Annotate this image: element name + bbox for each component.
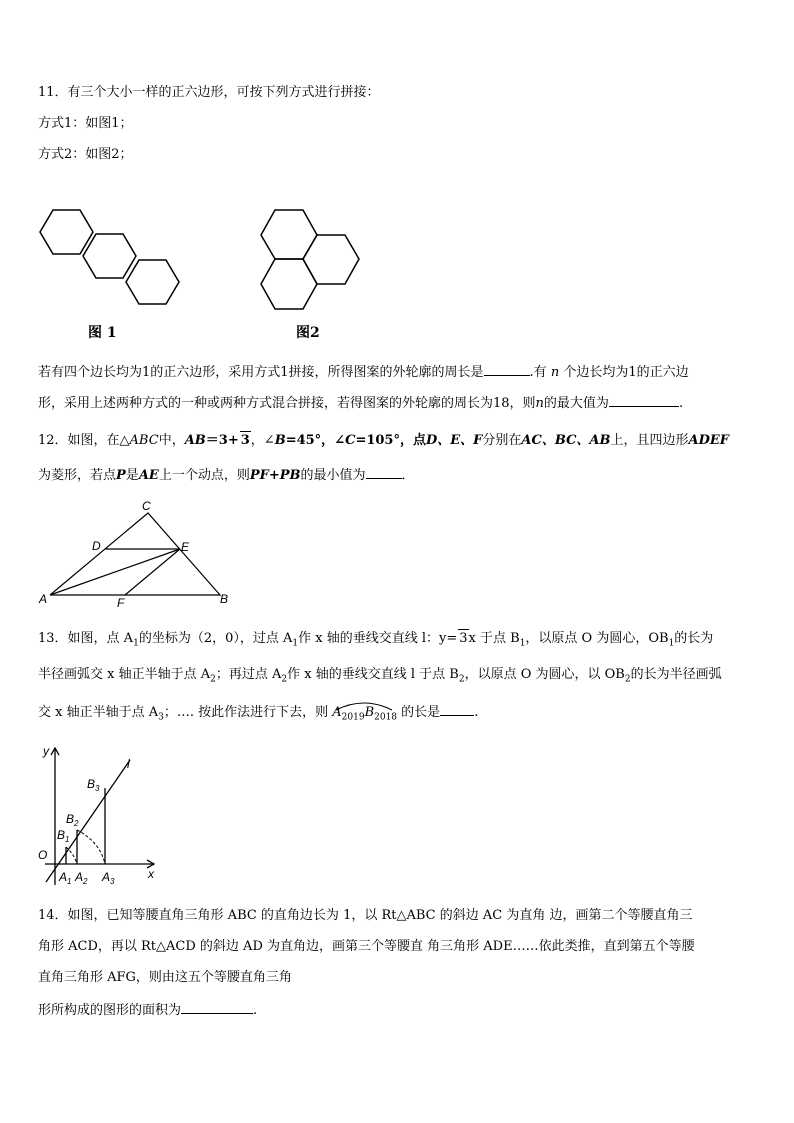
q12-label-e: E	[181, 540, 190, 554]
q13-label-a2: $A_2$	[75, 870, 88, 886]
q13-label-b3: $B_3$	[87, 777, 100, 793]
q13-arc-symbol	[334, 698, 394, 712]
q11-stem: 11．有三个大小一样的正六边形，可按下列方式进行拼接：	[38, 85, 380, 100]
q13-figure	[30, 740, 170, 890]
q14-line4: 形所构成的图形的面积为 .	[38, 1003, 258, 1018]
q13-label-o: O	[38, 848, 48, 862]
q13-label-y: y	[43, 744, 49, 758]
q11-body-line2: 形，采用上述两种方式的一种或两种方式混合拼接，若得图案的外轮廓的周长为18，则n的最大值为 .	[38, 396, 684, 411]
q13-label-b1: $B_1$	[57, 828, 70, 844]
q12-figure	[30, 495, 245, 615]
q13-label-a3: $A_3$	[102, 870, 115, 886]
q11-way1: 方式1：如图1；	[38, 116, 133, 131]
q12-line1: 12．如图，在△ABC中，AB＝3+ 3，∠B=45°，∠C=105°，点D、E、F分别在AC、BC、AB上，且四边形ADEF	[38, 433, 730, 448]
q11-body-line1: 若有四个边长均为1的正六边形，采用方式1拼接，所得图案的外轮廓的周长是 .有 n 个边长均为1的正六边	[38, 365, 689, 380]
q12-label-d: D	[92, 539, 101, 553]
q14-line1: 14．如图，已知等腰直角三角形 ABC 的直角边长为 1，以 Rt△ABC 的斜边 AC 为直角 边，画第二个等腰直角三	[38, 908, 693, 923]
q13-label-a1: $A_1$	[59, 870, 72, 886]
q11-figure-1	[30, 195, 200, 320]
q13-arc-expression: $A_{2019}B_{2018}$	[332, 704, 397, 727]
q12-label-f: F	[117, 596, 125, 610]
q13-answer-blank[interactable]	[440, 703, 474, 716]
q13-label-x: x	[148, 867, 154, 881]
q13-label-b2: $B_2$	[66, 812, 79, 828]
q13-line3: 交 x 轴正半轴于点 $A_3$；…. 按此作法进行下去，则 $A_{2019}B_{2018}$ 的长是 .	[38, 703, 478, 727]
q12-label-c: C	[142, 499, 151, 513]
q11-figure-1-caption: 图 1	[88, 325, 117, 341]
q11-way2: 方式2：如图2；	[38, 147, 133, 162]
q11-answer-blank-2[interactable]	[609, 394, 679, 407]
q14-line3: 直角三角形 AFG，则由这五个等腰直角三角	[38, 970, 292, 985]
q13-line1: 13．如图，点 $A_1$的坐标为（2，0），过点 $A_1$作 x 轴的垂线交直线 l：y= 3x 于点 $B_1$，以原点 O 为圆心，$OB_1$的长为	[38, 631, 714, 649]
q11-answer-blank-1[interactable]	[484, 363, 530, 376]
q13-arc-2	[77, 830, 105, 864]
q12-label-b: B	[220, 592, 229, 606]
q12-answer-blank[interactable]	[366, 466, 402, 479]
q12-label-a: A	[39, 592, 48, 606]
q14-line2: 角形 ACD，再以 Rt△ACD 的斜边 AD 为直角边，画第三个等腰直 角三角形 ADE……依此类推，直到第五个等腰	[38, 939, 695, 954]
q12-line2: 为菱形，若点P是AE上一个动点，则PF+PB的最小值为 ．	[38, 468, 415, 483]
q14-answer-blank[interactable]	[181, 1001, 253, 1014]
q11-figure-2	[255, 200, 380, 325]
q13-line2: 半径画弧交 x 轴正半轴于点 $A_2$；再过点 $A_2$作 x 轴的垂线交直线 l 于点 $B_2$，以原点 O 为圆心，以 $OB_2$的长为半径画弧	[38, 667, 722, 685]
q11-figure-2-caption: 图2	[296, 325, 320, 341]
q13-label-l: l	[127, 757, 130, 771]
